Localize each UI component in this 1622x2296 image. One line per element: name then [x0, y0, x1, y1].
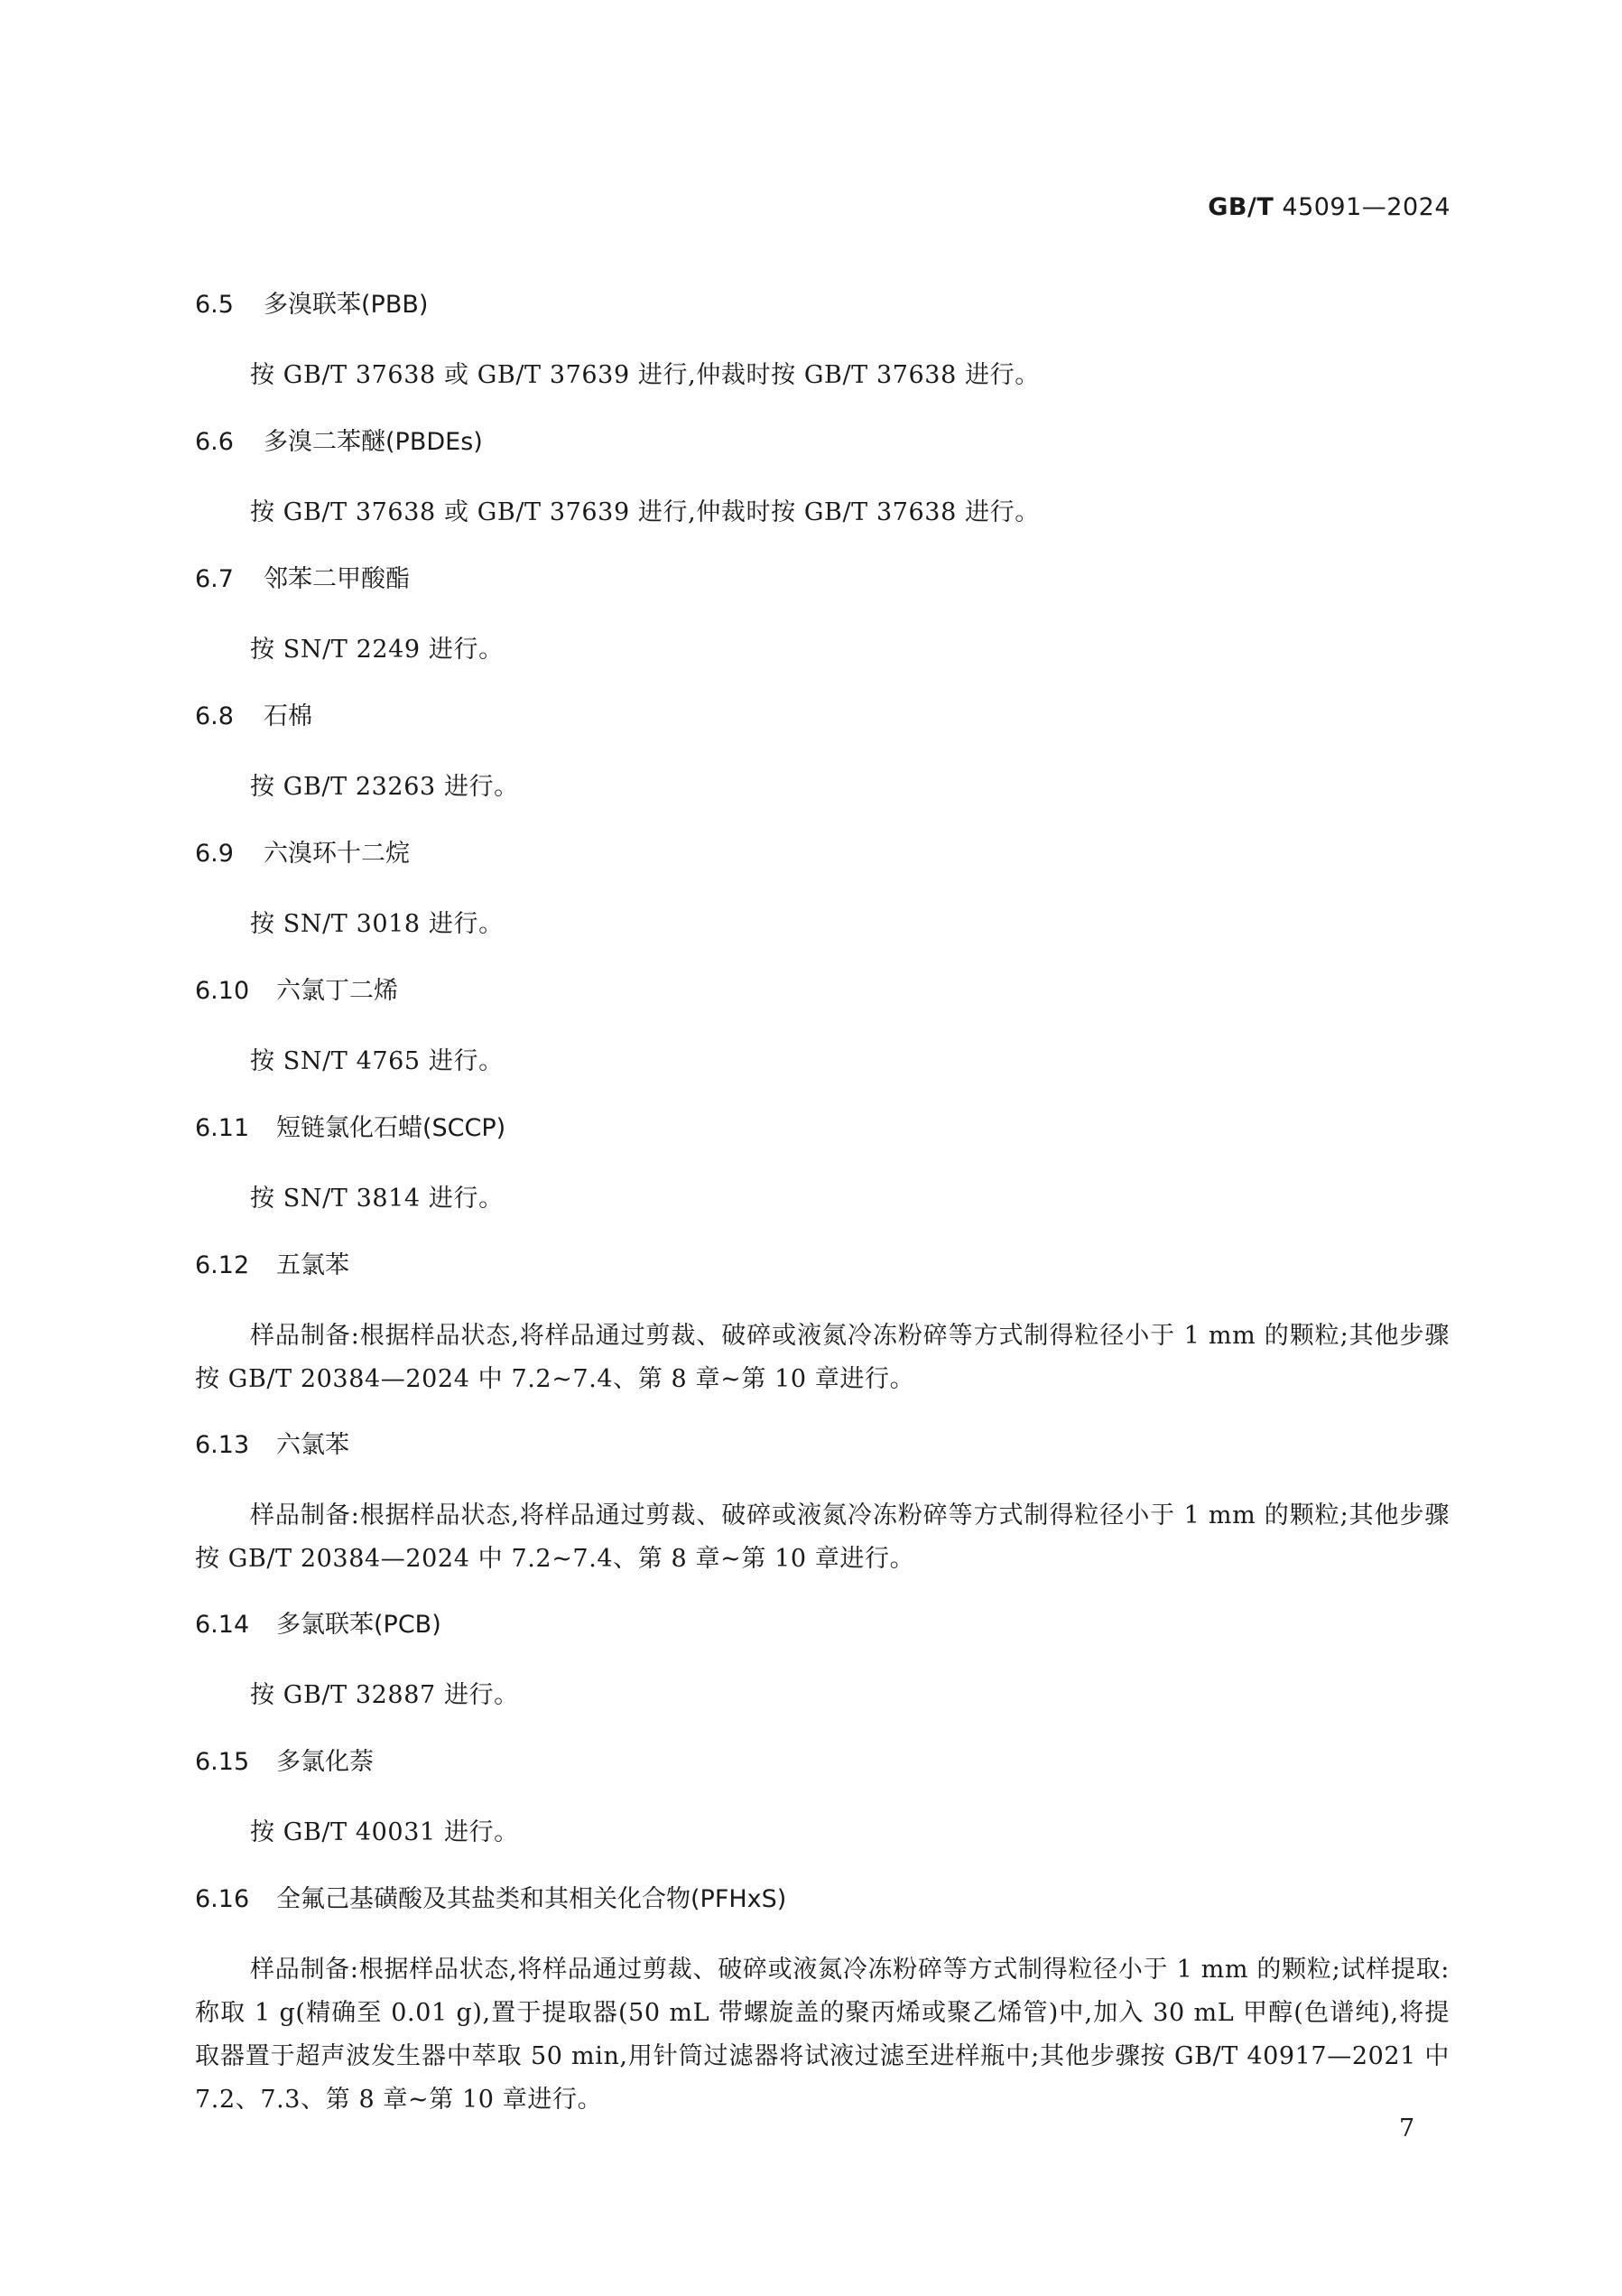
- clause-6-10: [195, 973, 1450, 1083]
- clause-6-14: [195, 1607, 1450, 1717]
- clause-title: 六氯苯: [276, 1431, 349, 1459]
- doc-prefix: GB/T: [1208, 193, 1274, 221]
- clause-number: 6.9: [195, 840, 234, 868]
- clause-title: 石棉: [264, 702, 312, 730]
- clause-6-6: [195, 424, 1450, 534]
- clause-body: 样品制备:根据样品状态,将样品通过剪裁、破碎或液氮冷冻粉碎等方式制得粒径小于 1 mm 的颗粒;其他步骤按 GB/T 20384—2024 中 7.2~7.4、第 8 章~第 10 章进行。: [195, 1322, 1450, 1393]
- clause-title: 多溴联苯(PBB): [264, 291, 429, 319]
- clause-title: 邻苯二甲酸酯: [264, 565, 410, 593]
- clause-body: 按 SN/T 4765 进行。: [250, 1047, 504, 1075]
- clause-number: 6.6: [195, 428, 234, 456]
- clause-title: 六氯丁二烯: [276, 977, 398, 1005]
- clause-body: 按 GB/T 40031 进行。: [250, 1818, 519, 1846]
- clause-number: 6.8: [195, 702, 234, 730]
- clause-number: 6.14: [195, 1611, 250, 1639]
- clause-6-16: [195, 1882, 1450, 2122]
- clause-body: 按 SN/T 2249 进行。: [250, 636, 504, 664]
- clause-body: 样品制备:根据样品状态,将样品通过剪裁、破碎或液氮冷冻粉碎等方式制得粒径小于 1 mm 的颗粒;试样提取:称取 1 g(精确至 0.01 g),置于提取器(50 mL 带螺旋盖的聚丙烯或聚乙烯管)中,加入 30 mL 甲醇(色谱纯),将提取器置于超声波发生器中萃取 50 min,用针筒过滤器将试液过滤至进样瓶中;其他步骤按 GB/T 40917—2021 中 7.2、7.3、第 8 章~第 10 章进行。: [195, 1956, 1450, 2114]
- clause-body: 按 GB/T 37638 或 GB/T 37639 进行,仲裁时按 GB/T 37638 进行。: [250, 498, 1040, 526]
- clause-list: [195, 287, 1450, 2148]
- document-identifier: [1208, 193, 1451, 221]
- clause-number: 6.10: [195, 977, 250, 1005]
- clause-title: 六溴环十二烷: [264, 840, 410, 868]
- clause-number: 6.11: [195, 1114, 250, 1142]
- doc-number: 45091—2024: [1282, 193, 1451, 221]
- clause-6-7: [195, 562, 1450, 672]
- clause-6-8: [195, 699, 1450, 809]
- page-number: 7: [1399, 2115, 1415, 2143]
- clause-6-5: [195, 287, 1450, 397]
- clause-title: 五氯苯: [276, 1251, 349, 1279]
- clause-title: 短链氯化石蜡(SCCP): [276, 1114, 506, 1142]
- clause-body: 按 SN/T 3814 进行。: [250, 1185, 504, 1213]
- clause-6-13: [195, 1427, 1450, 1581]
- clause-body: 按 GB/T 32887 进行。: [250, 1681, 519, 1709]
- clause-number: 6.13: [195, 1431, 250, 1459]
- clause-title: 多氯联苯(PCB): [276, 1611, 441, 1639]
- clause-number: 6.5: [195, 291, 234, 319]
- clause-title: 多溴二苯醚(PBDEs): [264, 428, 483, 456]
- clause-title: 多氯化萘: [276, 1748, 374, 1776]
- clause-6-15: [195, 1744, 1450, 1854]
- clause-body: 按 GB/T 37638 或 GB/T 37639 进行,仲裁时按 GB/T 37638 进行。: [250, 361, 1040, 389]
- clause-body: 按 SN/T 3018 进行。: [250, 910, 504, 938]
- clause-number: 6.12: [195, 1251, 250, 1279]
- clause-6-9: [195, 836, 1450, 946]
- clause-6-12: [195, 1248, 1450, 1401]
- clause-number: 6.15: [195, 1748, 250, 1776]
- clause-body: 样品制备:根据样品状态,将样品通过剪裁、破碎或液氮冷冻粉碎等方式制得粒径小于 1 mm 的颗粒;其他步骤按 GB/T 20384—2024 中 7.2~7.4、第 8 章~第 10 章进行。: [195, 1501, 1450, 1573]
- clause-number: 6.7: [195, 565, 234, 593]
- clause-6-11: [195, 1111, 1450, 1221]
- clause-title: 全氟己基磺酸及其盐类和其相关化合物(PFHxS): [276, 1885, 787, 1913]
- clause-number: 6.16: [195, 1885, 250, 1913]
- clause-body: 按 GB/T 23263 进行。: [250, 773, 519, 801]
